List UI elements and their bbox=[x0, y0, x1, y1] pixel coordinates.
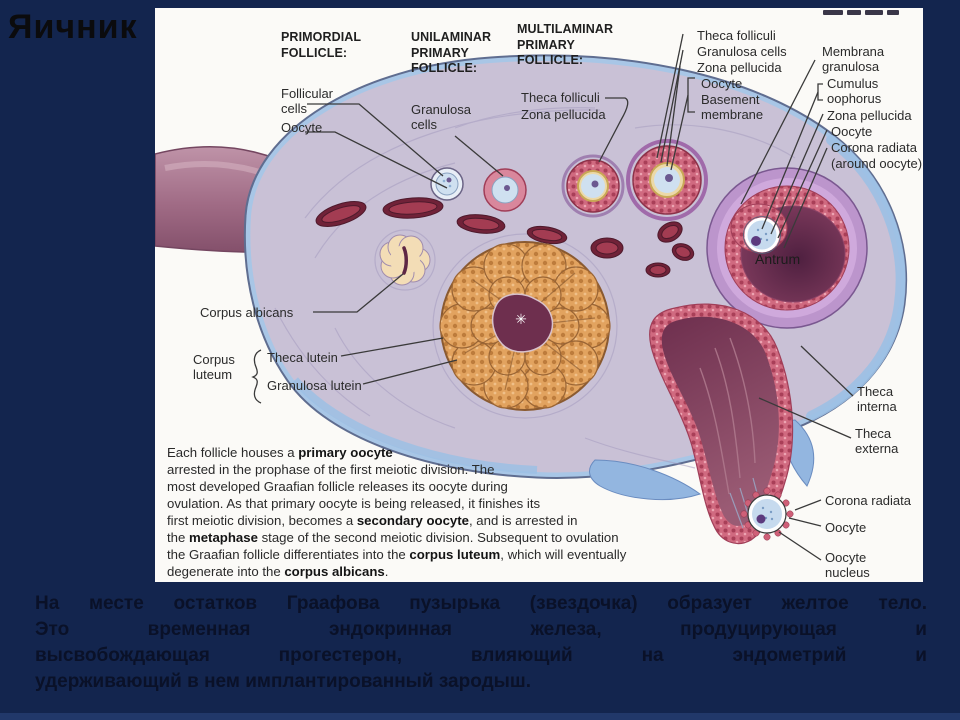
paragraph-line: ovulation. As that primary oocyte is being released, it finishes its bbox=[167, 496, 541, 511]
primordial-follicle bbox=[431, 168, 463, 200]
label-zona-pellucida-multilaminar: Zona pellucida bbox=[521, 107, 606, 122]
corpus-luteum bbox=[440, 242, 610, 410]
label-granulosa-lutein: Granulosa lutein bbox=[267, 378, 362, 393]
caption-line: высвобождающая прогестерон, влияющий на эндометрий и bbox=[35, 645, 927, 666]
stage-title-multilaminar: MULTILAMINAR PRIMARY FOLLICLE: bbox=[517, 22, 614, 68]
label-theca-folliculi-multilaminar: Theca folliculi bbox=[521, 90, 600, 105]
early-antral-follicle bbox=[628, 141, 706, 219]
asterisk-marker: ✳ bbox=[515, 311, 527, 327]
label-membrana-granulosa: Membrana granulosa bbox=[822, 44, 885, 75]
graafian-follicle bbox=[707, 168, 867, 328]
multilaminar-follicle bbox=[563, 156, 623, 216]
paragraph-line: most developed Graafian follicle releases its oocyte during bbox=[167, 479, 508, 494]
stage-title-primordial: PRIMORDIAL FOLLICLE: bbox=[281, 30, 361, 60]
page-title: Яичник bbox=[8, 8, 138, 46]
label-oocyte-nucleus: Oocyte nucleus bbox=[825, 550, 870, 581]
label-antrum: Antrum bbox=[755, 251, 801, 267]
label-theca-lutein: Theca lutein bbox=[267, 350, 338, 365]
caption-line: удерживающий в нем имплантированный зародыш. bbox=[35, 671, 531, 692]
label-oocyte-primordial: Oocyte bbox=[281, 120, 323, 135]
label-oocyte-graafian: Oocyte bbox=[831, 124, 873, 139]
label-corpus-albicans: Corpus albicans bbox=[200, 305, 294, 320]
label-oocyte-ovulated: Oocyte bbox=[825, 520, 867, 535]
label-corona-radiata-graafian: Corona radiata bbox=[831, 140, 917, 155]
paragraph-line: first meiotic division, becomes a secondary oocyte, and is arrested in bbox=[167, 513, 578, 528]
label-granulosa-cells-unilaminar: Granulosa cells bbox=[411, 102, 471, 133]
label-theca-folliculi: Theca folliculi bbox=[697, 28, 776, 43]
figure-paragraph bbox=[167, 444, 767, 580]
label-basement-membrane: Basement membrane bbox=[701, 92, 764, 123]
paragraph-line: the metaphase stage of the second meiotic division. Subsequent to ovulation bbox=[167, 530, 619, 545]
cropped-label-fragment bbox=[823, 10, 899, 15]
label-around-oocyte: (around oocyte) bbox=[831, 156, 923, 171]
label-follicular-cells: Follicular cells bbox=[281, 86, 334, 117]
label-oocyte: Oocyte bbox=[701, 76, 743, 91]
paragraph-line: Each follicle houses a primary oocyte bbox=[167, 445, 393, 460]
label-granulosa-cells: Granulosa cells bbox=[697, 44, 787, 59]
paragraph-line: degenerate into the corpus albicans. bbox=[167, 564, 389, 579]
paragraph-line: the Graafian follicle differentiates into the corpus luteum, which will eventually bbox=[167, 547, 627, 562]
paragraph-line: arrested in the prophase of the first meiotic division. The bbox=[167, 462, 495, 477]
label-zona-pellucida: Zona pellucida bbox=[697, 60, 782, 75]
label-theca-interna: Theca interna bbox=[857, 384, 897, 415]
unilaminar-follicle bbox=[484, 169, 526, 211]
label-corpus-luteum: Corpus luteum bbox=[193, 352, 235, 383]
stage-title-unilaminar: UNILAMINAR PRIMARY FOLLICLE: bbox=[411, 30, 492, 76]
label-zona-pellucida-graafian: Zona pellucida bbox=[827, 108, 912, 123]
caption-line: На месте остатков Граафова пузырька (звездочка) образует желтое тело. bbox=[35, 593, 927, 614]
label-cumulus-oophorus: Cumulus oophorus bbox=[827, 76, 882, 107]
caption-line: Это временная эндокринная железа, продуцирующая и bbox=[35, 619, 927, 640]
label-corona-radiata-ovulated: Corona radiata bbox=[825, 493, 911, 508]
label-theca-externa: Theca externa bbox=[855, 426, 899, 457]
bottom-edge-strip bbox=[0, 713, 960, 720]
ovary-diagram-panel bbox=[155, 8, 923, 582]
slide-caption bbox=[35, 591, 927, 695]
